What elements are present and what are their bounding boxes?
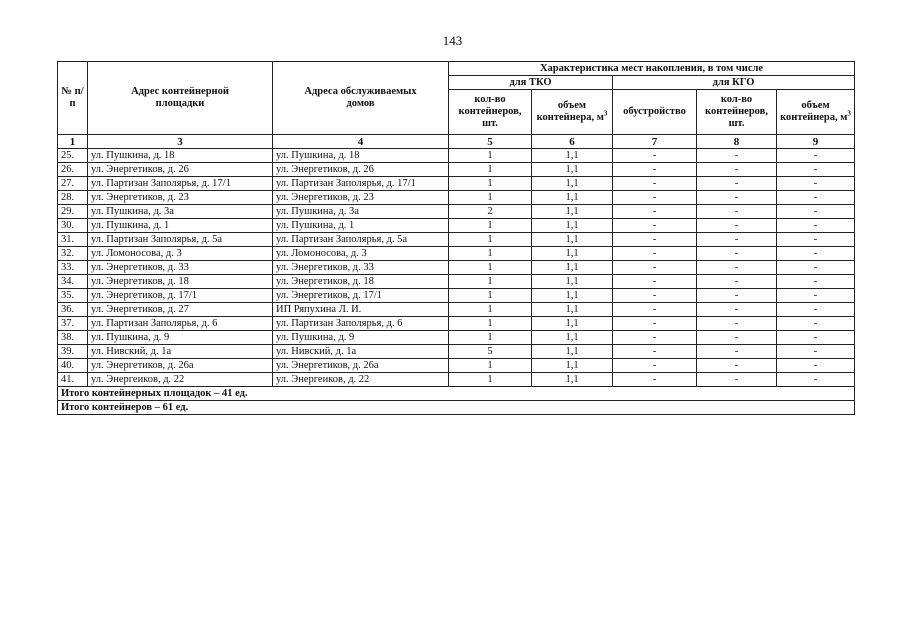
row-number: 25. [58, 149, 88, 163]
table-row [58, 247, 855, 261]
kgo-container-volume: - [777, 317, 855, 331]
kgo-container-count: - [697, 233, 777, 247]
tko-container-volume: 1,1 [532, 303, 613, 317]
tko-container-count: 1 [449, 247, 532, 261]
row-number: 31. [58, 233, 88, 247]
kgo-container-volume: - [777, 149, 855, 163]
row-number: 40. [58, 359, 88, 373]
kgo-container-count: - [697, 205, 777, 219]
kgo-container-count: - [697, 275, 777, 289]
column-number: 3 [88, 135, 273, 149]
kgo-container-count: - [697, 373, 777, 387]
table-row [58, 345, 855, 359]
tko-container-volume: 1,1 [532, 261, 613, 275]
table-row [58, 191, 855, 205]
served-houses: ул. Пушкина, д. 3а [273, 205, 449, 219]
header-kgo-count: кол-во контейнеров, шт. [697, 90, 777, 135]
row-number: 41. [58, 373, 88, 387]
kgo-arrangement: - [613, 205, 697, 219]
tko-container-volume: 1,1 [532, 289, 613, 303]
table-row [58, 331, 855, 345]
site-address: ул. Партизан Заполярья, д. 5а [88, 233, 273, 247]
tko-container-volume: 1,1 [532, 177, 613, 191]
tko-container-volume: 1,1 [532, 163, 613, 177]
site-address: ул. Партизан Заполярья, д. 17/1 [88, 177, 273, 191]
column-number: 7 [613, 135, 697, 149]
kgo-container-volume: - [777, 163, 855, 177]
kgo-container-count: - [697, 345, 777, 359]
site-address: ул. Нивский, д. 1а [88, 345, 273, 359]
site-address: ул. Энергетиков, д. 27 [88, 303, 273, 317]
site-address: ул. Энергетиков, д. 23 [88, 191, 273, 205]
tko-container-count: 1 [449, 177, 532, 191]
kgo-container-count: - [697, 149, 777, 163]
column-number: 9 [777, 135, 855, 149]
table-row [58, 289, 855, 303]
served-houses: ул. Энергетиков, д. 18 [273, 275, 449, 289]
tko-container-volume: 1,1 [532, 317, 613, 331]
tko-container-volume: 1,1 [532, 373, 613, 387]
served-houses: ул. Энергетиков, д. 23 [273, 191, 449, 205]
kgo-arrangement: - [613, 331, 697, 345]
row-number: 34. [58, 275, 88, 289]
table-row [58, 317, 855, 331]
kgo-arrangement: - [613, 359, 697, 373]
tko-container-volume: 1,1 [532, 205, 613, 219]
tko-container-count: 1 [449, 317, 532, 331]
header-characteristics: Характеристика мест накопления, в том числе [449, 62, 855, 76]
column-number: 8 [697, 135, 777, 149]
row-number: 30. [58, 219, 88, 233]
tko-container-count: 1 [449, 359, 532, 373]
tko-container-count: 1 [449, 289, 532, 303]
kgo-arrangement: - [613, 275, 697, 289]
table-row [58, 205, 855, 219]
row-number: 26. [58, 163, 88, 177]
kgo-arrangement: - [613, 373, 697, 387]
header-tko-count: кол-во контейнеров, шт. [449, 90, 532, 135]
tko-container-count: 1 [449, 373, 532, 387]
page-number: 143 [442, 33, 463, 48]
row-number: 37. [58, 317, 88, 331]
site-address: ул. Энергетиков, д. 17/1 [88, 289, 273, 303]
tko-container-count: 1 [449, 275, 532, 289]
tko-container-volume: 1,1 [532, 247, 613, 261]
row-number: 29. [58, 205, 88, 219]
kgo-container-volume: - [777, 373, 855, 387]
column-number: 5 [449, 135, 532, 149]
served-houses: ул. Партизан Заполярья, д. 6 [273, 317, 449, 331]
site-address: ул. Ломоносова, д. 3 [88, 247, 273, 261]
kgo-container-volume: - [777, 331, 855, 345]
site-address: ул. Пушкина, д. 18 [88, 149, 273, 163]
kgo-container-count: - [697, 177, 777, 191]
row-number: 27. [58, 177, 88, 191]
tko-container-count: 1 [449, 191, 532, 205]
tko-container-volume: 1,1 [532, 345, 613, 359]
table-header [58, 62, 855, 149]
table-body [58, 149, 855, 387]
row-number: 36. [58, 303, 88, 317]
kgo-arrangement: - [613, 247, 697, 261]
kgo-container-volume: - [777, 275, 855, 289]
table-row [58, 177, 855, 191]
served-houses: ул. Нивский, д. 1а [273, 345, 449, 359]
total-containers: Итого контейнеров – 61 ед. [58, 401, 855, 415]
tko-container-volume: 1,1 [532, 233, 613, 247]
table-row [58, 261, 855, 275]
kgo-container-count: - [697, 163, 777, 177]
kgo-container-volume: - [777, 359, 855, 373]
kgo-arrangement: - [613, 317, 697, 331]
site-address: ул. Энергетиков, д. 18 [88, 275, 273, 289]
column-number: 6 [532, 135, 613, 149]
row-number: 39. [58, 345, 88, 359]
header-houses: Адреса обслуживаемых домов [273, 62, 449, 135]
row-number: 33. [58, 261, 88, 275]
tko-container-count: 1 [449, 303, 532, 317]
row-number: 32. [58, 247, 88, 261]
site-address: ул. Пушкина, д. 1 [88, 219, 273, 233]
column-numbers-row [58, 135, 855, 149]
header-tko: для ТКО [449, 76, 613, 90]
tko-container-count: 1 [449, 149, 532, 163]
tko-container-volume: 1,1 [532, 191, 613, 205]
kgo-container-volume: - [777, 345, 855, 359]
served-houses: ул. Партизан Заполярья, д. 5а [273, 233, 449, 247]
tko-container-count: 1 [449, 219, 532, 233]
site-address: ул. Энергетиков, д. 26 [88, 163, 273, 177]
kgo-container-count: - [697, 289, 777, 303]
served-houses: ул. Энергетиков, д. 26а [273, 359, 449, 373]
site-address: ул. Пушкина, д. 9 [88, 331, 273, 345]
kgo-container-volume: - [777, 289, 855, 303]
kgo-container-count: - [697, 359, 777, 373]
tko-container-volume: 1,1 [532, 331, 613, 345]
container-sites-table [57, 61, 855, 415]
table-totals [58, 387, 855, 415]
kgo-arrangement: - [613, 149, 697, 163]
table-row [58, 163, 855, 177]
table-row [58, 373, 855, 387]
kgo-container-volume: - [777, 219, 855, 233]
served-houses: ул. Энергетиков, д. 17/1 [273, 289, 449, 303]
served-houses: ул. Пушкина, д. 1 [273, 219, 449, 233]
kgo-arrangement: - [613, 191, 697, 205]
header-num: № п/п [58, 62, 88, 135]
kgo-arrangement: - [613, 261, 697, 275]
table-row [58, 233, 855, 247]
kgo-arrangement: - [613, 345, 697, 359]
served-houses: ул. Энергеиков, д. 22 [273, 373, 449, 387]
kgo-arrangement: - [613, 233, 697, 247]
tko-container-volume: 1,1 [532, 149, 613, 163]
kgo-container-count: - [697, 261, 777, 275]
served-houses: ул. Пушкина, д. 18 [273, 149, 449, 163]
kgo-container-volume: - [777, 177, 855, 191]
header-kgo-arrangement: обустройство [613, 90, 697, 135]
kgo-container-count: - [697, 219, 777, 233]
served-houses: ул. Ломоносова, д. 3 [273, 247, 449, 261]
kgo-container-volume: - [777, 233, 855, 247]
header-tko-volume: объем контейнера, $м^3$ [532, 90, 613, 135]
kgo-arrangement: - [613, 289, 697, 303]
site-address: ул. Энергетиков, д. 26а [88, 359, 273, 373]
site-address: ул. Пушкина, д. 3а [88, 205, 273, 219]
served-houses: ул. Энергетиков, д. 26 [273, 163, 449, 177]
kgo-arrangement: - [613, 219, 697, 233]
kgo-arrangement: - [613, 177, 697, 191]
kgo-arrangement: - [613, 303, 697, 317]
served-houses: ИП Ряпухина Л. И. [273, 303, 449, 317]
table-row [58, 219, 855, 233]
tko-container-count: 1 [449, 331, 532, 345]
column-number: 4 [273, 135, 449, 149]
kgo-container-count: - [697, 191, 777, 205]
served-houses: ул. Энергетиков, д. 33 [273, 261, 449, 275]
column-number: 1 [58, 135, 88, 149]
table-row [58, 275, 855, 289]
tko-container-volume: 1,1 [532, 359, 613, 373]
site-address: ул. Партизан Заполярья, д. 6 [88, 317, 273, 331]
site-address: ул. Энергетиков, д. 33 [88, 261, 273, 275]
header-kgo-volume: объем контейнера, $м^3$ [777, 90, 855, 135]
kgo-arrangement: - [613, 163, 697, 177]
site-address: ул. Энергеиков, д. 22 [88, 373, 273, 387]
tko-container-count: 5 [449, 345, 532, 359]
row-number: 28. [58, 191, 88, 205]
table-row [58, 359, 855, 373]
tko-container-count: 1 [449, 233, 532, 247]
served-houses: ул. Партизан Заполярья, д. 17/1 [273, 177, 449, 191]
kgo-container-volume: - [777, 261, 855, 275]
kgo-container-volume: - [777, 191, 855, 205]
row-number: 35. [58, 289, 88, 303]
table-row [58, 149, 855, 163]
tko-container-volume: 1,1 [532, 275, 613, 289]
tko-container-count: 2 [449, 205, 532, 219]
kgo-container-count: - [697, 303, 777, 317]
tko-container-count: 1 [449, 261, 532, 275]
kgo-container-volume: - [777, 303, 855, 317]
tko-container-volume: 1,1 [532, 219, 613, 233]
kgo-container-count: - [697, 247, 777, 261]
header-kgo: для КГО [613, 76, 855, 90]
header-address: Адрес контейнерной площадки [88, 62, 273, 135]
row-number: 38. [58, 331, 88, 345]
served-houses: ул. Пушкина, д. 9 [273, 331, 449, 345]
kgo-container-count: - [697, 317, 777, 331]
kgo-container-volume: - [777, 247, 855, 261]
table-row [58, 303, 855, 317]
kgo-container-count: - [697, 331, 777, 345]
total-sites: Итого контейнерных площадок – 41 ед. [58, 387, 855, 401]
tko-container-count: 1 [449, 163, 532, 177]
kgo-container-volume: - [777, 205, 855, 219]
